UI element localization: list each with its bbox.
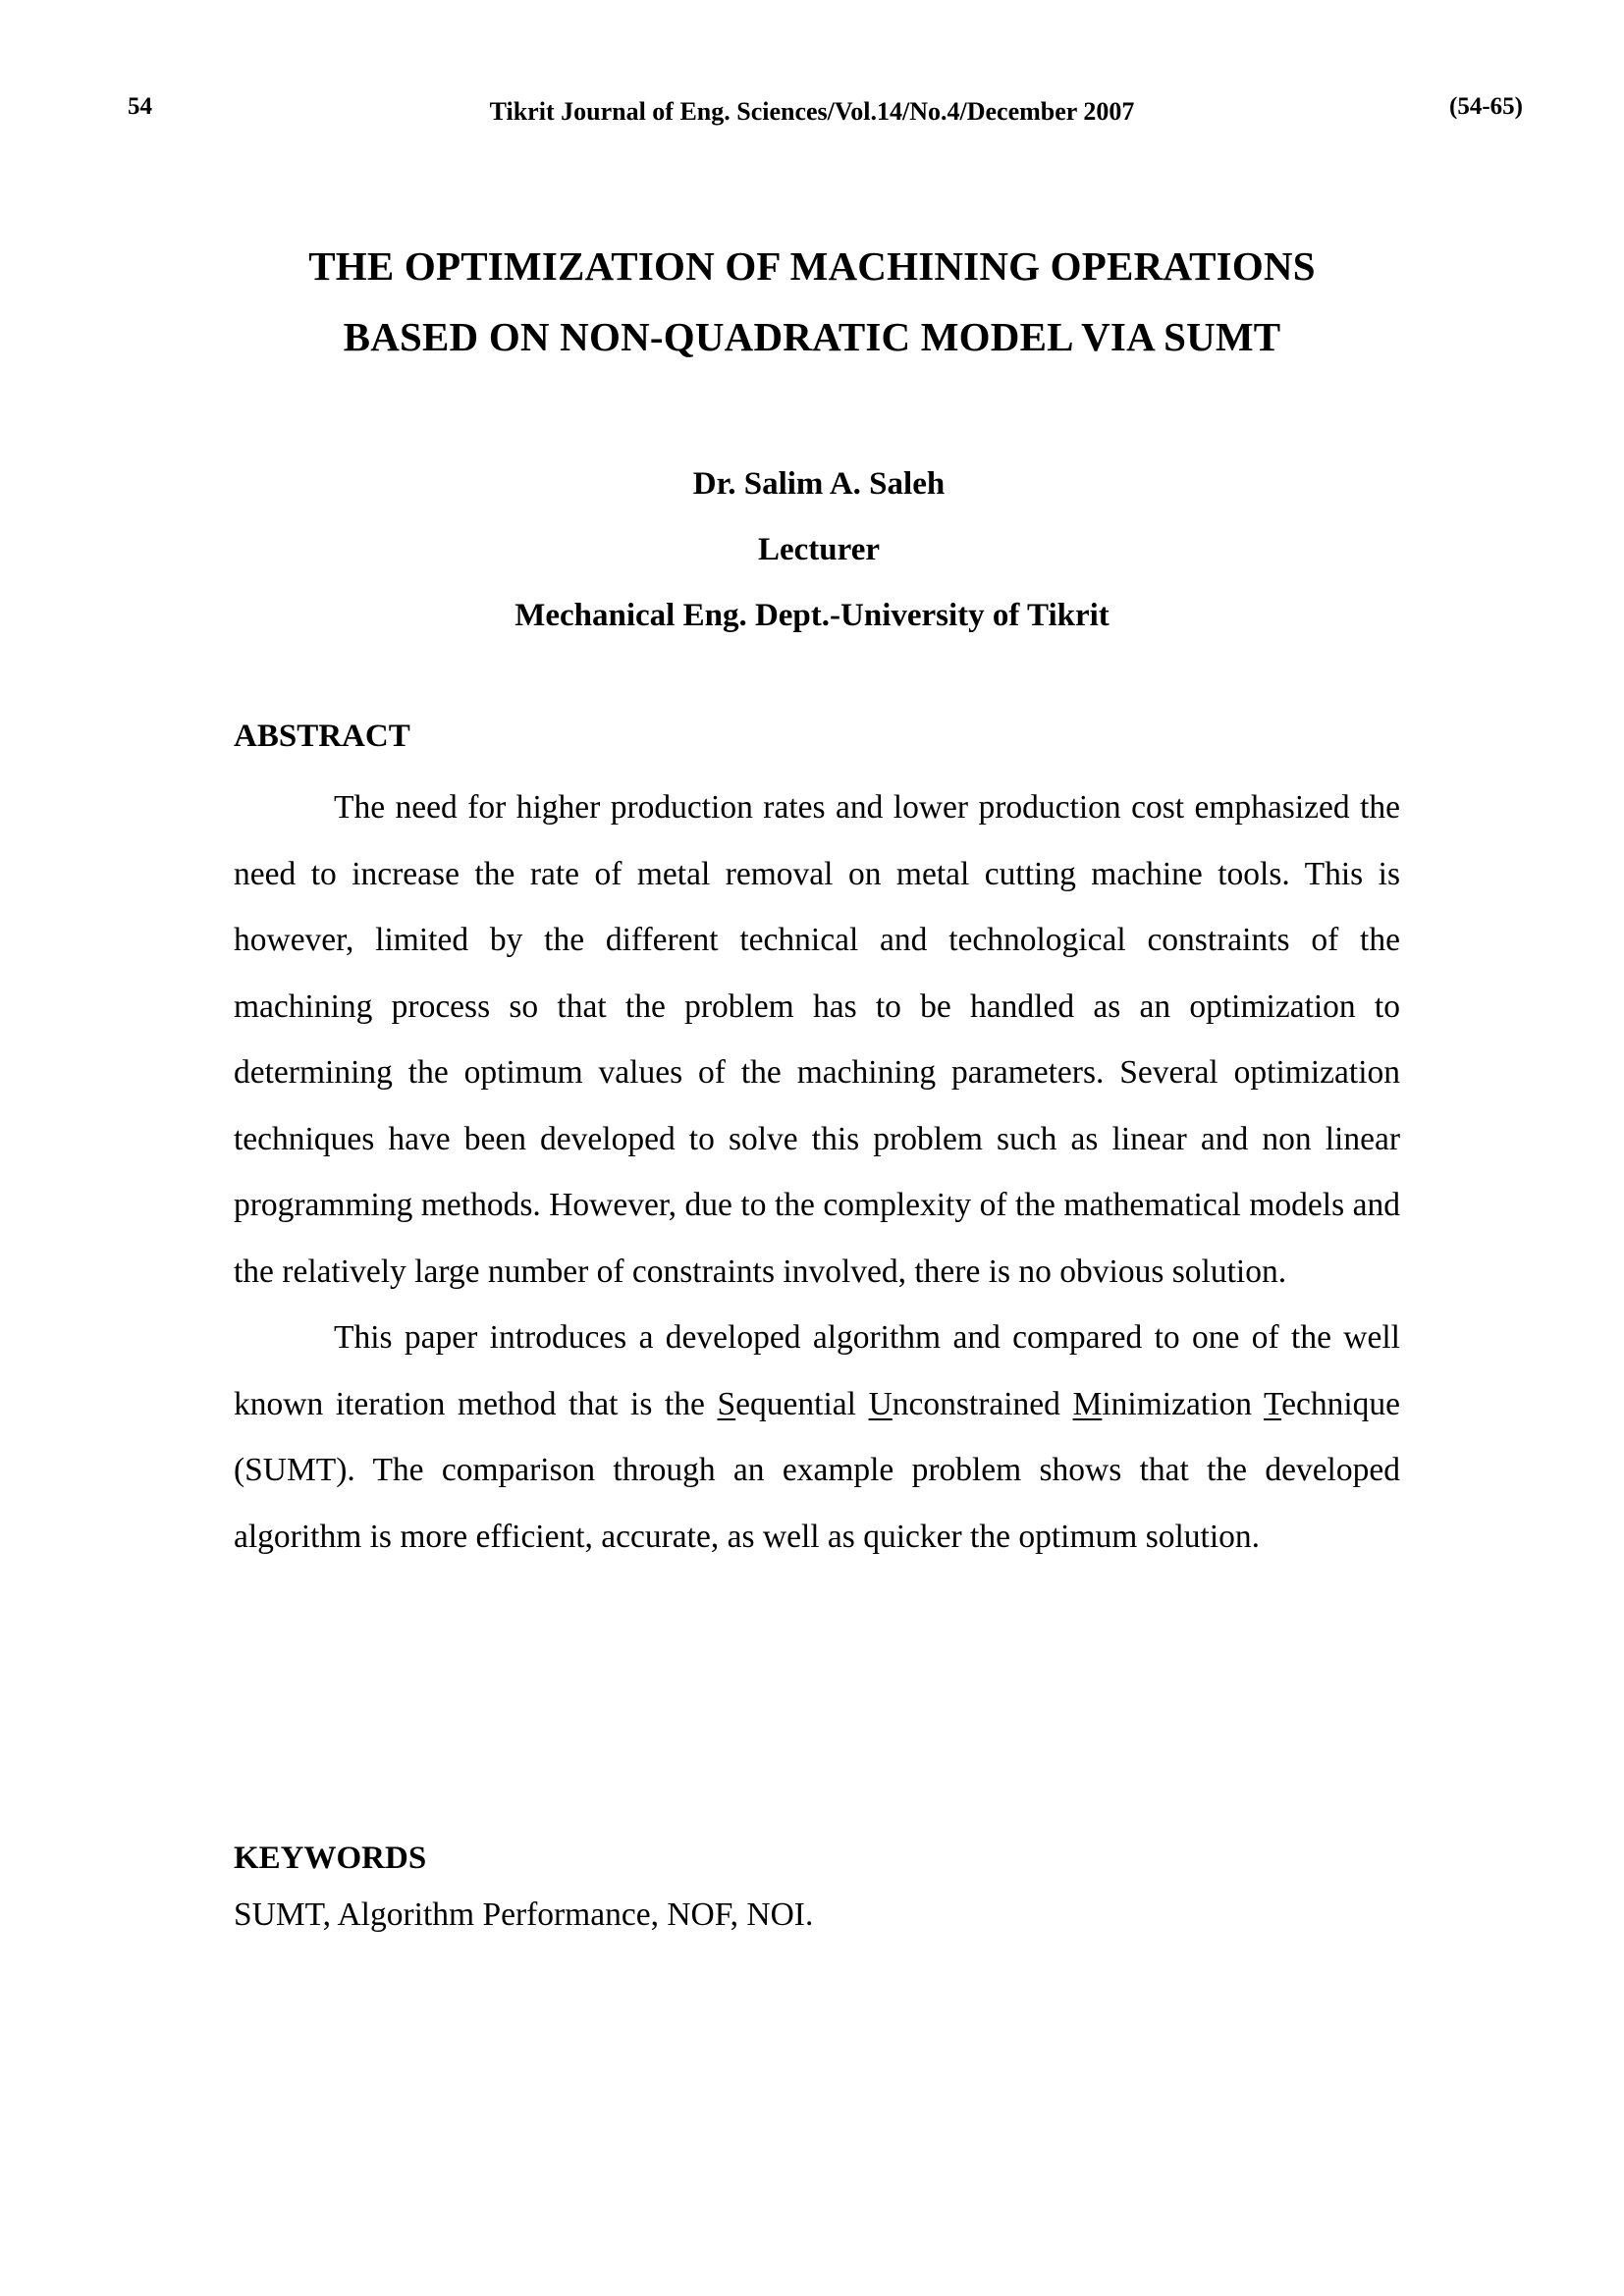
acronym-letter-s: S (717, 1385, 736, 1422)
author-affiliation: Mechanical Eng. Dept.-University of Tikrit (514, 598, 1110, 633)
abstract-body (234, 774, 1400, 1570)
abstract-paragraph-2 (234, 1305, 1400, 1570)
journal-citation: Tikrit Journal of Eng. Sciences/Vol.14/No.4/December 2007 (489, 97, 1135, 126)
keywords-list: SUMT, Algorithm Performance, NOF, NOI. (234, 1896, 814, 1933)
author-name: Dr. Salim A. Saleh (692, 466, 946, 502)
acronym-letter-m: M (1072, 1385, 1103, 1422)
title-line-2: BASED ON NON-QUADRATIC MODEL VIA SUMT (343, 314, 1281, 359)
paragraph-text: nconstrained (892, 1385, 1073, 1422)
paper-title (0, 231, 1624, 372)
paragraph-text: This paper introduces a developed algorithm and compared to one of the well known iteration method that is the (234, 1319, 1400, 1422)
paragraph-text: equential (735, 1385, 869, 1422)
paragraph-text: echnique (SUMT). The comparison through an example problem shows that the developed algorithm is more efficient, accurate, as well as quicker the optimum solution. (234, 1385, 1401, 1555)
paragraph-text: inimization (1102, 1385, 1264, 1422)
abstract-paragraph-1: The need for higher production rates and lower production cost emphasized the need to increase the rate of metal removal on metal cutting machine tools. This is however, limited by the different technical and technological constraints of the machining process so that the problem has to be handled as an optimization to determining the optimum values of the machining parameters. Several optimization techniques have been developed to solve this problem such as linear and non linear programming methods. However, due to the complexity of the mathematical models and the relatively large number of constraints involved, there is no obvious solution. (234, 789, 1400, 1290)
keywords-heading: KEYWORDS (234, 1841, 427, 1876)
acronym-letter-u: U (868, 1385, 893, 1422)
author-position: Lecturer (758, 532, 880, 567)
title-line-1: THE OPTIMIZATION OF MACHINING OPERATIONS (308, 243, 1316, 289)
acronym-letter-t: T (1263, 1385, 1282, 1422)
page-number: 54 (128, 93, 152, 120)
running-header (0, 93, 1624, 133)
author-info (0, 452, 1624, 649)
abstract-heading: ABSTRACT (234, 719, 410, 754)
page-range: (54-65) (1449, 93, 1523, 120)
